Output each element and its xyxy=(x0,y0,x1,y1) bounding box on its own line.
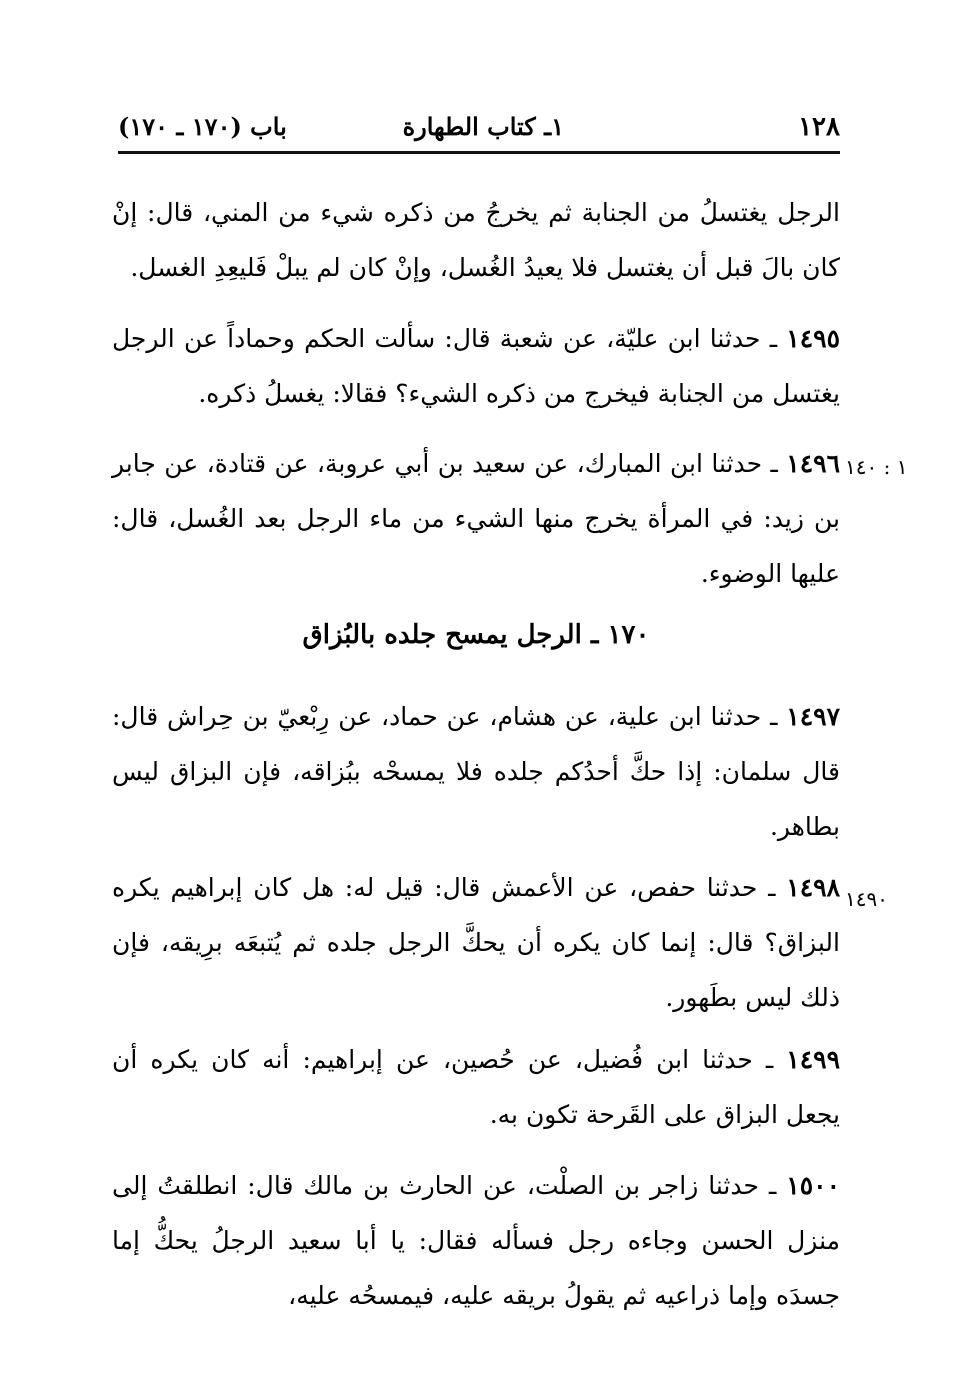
hadith-1498 xyxy=(112,860,840,1025)
hadith-number: ١٤٩٥ xyxy=(786,324,840,353)
hadith-text: ـ حدثنا ابن علية، عن هشام، عن حماد، عن رِبْعيّ بن حِراش قال: قال سلمان: إذا حكَّ أحدُكم جلده فلا يمسحْه ببُزاقه، فإن البزاق ليس بطاهر. xyxy=(112,702,840,841)
hadith-1499 xyxy=(112,1032,840,1142)
header-rule xyxy=(118,151,840,154)
hadith-1496 xyxy=(112,436,840,601)
hadith-text: ـ حدثنا حفص، عن الأعمش قال: قيل له: هل كان إبراهيم يكره البزاق؟ قال: إنما كان يكره أن يحكَّ الرجل جلده ثم يُتبعَه برِيقه، فإن ذلك ليس بطَهور. xyxy=(112,873,840,1012)
paragraph-text: الرجل يغتسلُ من الجنابة ثم يخرجُ من ذكره شيء من المني، قال: إنْ كان بالَ قبل أن يغتسل فلا يعيدُ الغُسل، وإنْ كان لم يبلْ فَليعِدِ الغسل. xyxy=(112,198,840,282)
hadith-1495 xyxy=(112,311,840,421)
hadith-number: ١٤٩٧ xyxy=(786,702,840,731)
chapter-heading: ١٧٠ ـ الرجل يمسح جلده بالبُزاق xyxy=(302,620,650,650)
book-title: ١ـ كتاب الطهارة xyxy=(402,112,564,141)
hadith-number: ١٥٠٠ xyxy=(786,1171,840,1200)
hadith-number: ١٤٩٦ xyxy=(786,449,840,478)
paragraph-continuation xyxy=(112,185,840,295)
margin-reference: ١٤٩٠ xyxy=(845,887,888,911)
hadith-text: ـ حدثنا ابن فُضيل، عن حُصين، عن إبراهيم: أنه كان يكره أن يجعل البزاق على القَرحة تكون به. xyxy=(112,1045,840,1129)
hadith-number: ١٤٩٩ xyxy=(786,1045,840,1074)
page-number: ١٢٨ xyxy=(798,112,840,142)
hadith-1497 xyxy=(112,689,840,854)
hadith-text: ـ حدثنا ابن عليّة، عن شعبة قال: سألت الحكم وحماداً عن الرجل يغتسل من الجنابة فيخرج من ذكره الشيء؟ فقالا: يغسلُ ذكره. xyxy=(112,324,840,408)
hadith-text: ـ حدثنا ابن المبارك، عن سعيد بن أبي عروبة، عن قتادة، عن جابر بن زيد: في المرأة يخرج منها الشيء من ماء الرجل بعد الغُسل، قال: عليها الوضوء. xyxy=(112,449,840,588)
margin-reference: ١ : ١٤٠ xyxy=(845,455,908,479)
running-head xyxy=(118,112,840,146)
hadith-text: ـ حدثنا زاجر بن الصلْت، عن الحارث بن مالك قال: انطلقتُ إلى منزل الحسن وجاءه رجل فسأله فقال: يا أبا سعيد الرجلُ يحكُّ إما جسدَه وإما ذراعيه ثم يقولُ بريقه عليه، فيمسحُه عليه، xyxy=(112,1171,840,1310)
chapter-range: باب (١٧٠ ـ ١٧٠) xyxy=(118,112,287,141)
hadith-number: ١٤٩٨ xyxy=(786,873,840,902)
hadith-1500 xyxy=(112,1158,840,1323)
